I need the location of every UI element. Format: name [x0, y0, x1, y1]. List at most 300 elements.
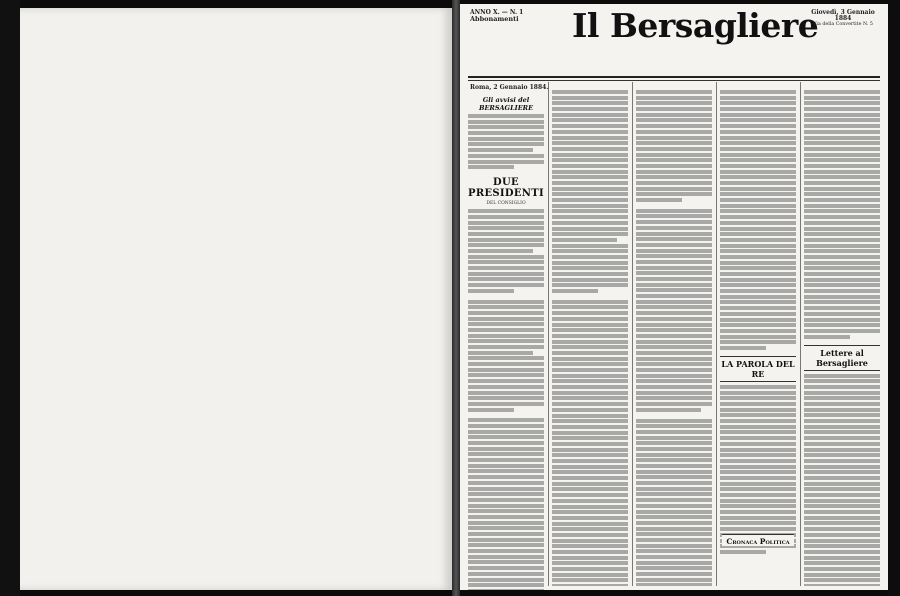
text-line — [720, 187, 796, 191]
text-line — [468, 379, 544, 383]
text-line — [552, 227, 628, 231]
text-line — [636, 470, 712, 474]
text-line — [720, 141, 796, 145]
text-line — [552, 470, 628, 474]
text-line — [636, 538, 712, 542]
article-subheadline: DEL CONSIGLIO — [486, 201, 526, 207]
text-line — [804, 255, 880, 259]
text-line — [636, 226, 712, 230]
text-line — [636, 419, 712, 423]
text-line — [636, 323, 712, 327]
text-line — [468, 487, 544, 491]
text-line — [804, 175, 880, 179]
text-line — [468, 362, 544, 366]
text-line — [720, 329, 796, 333]
issue-date: Giovedì, 3 Gennaio 1884 — [811, 9, 875, 22]
text-line — [552, 118, 628, 122]
text-line — [720, 118, 796, 122]
text-line — [804, 442, 880, 446]
text-line — [552, 573, 628, 577]
text-line — [636, 254, 712, 258]
text-line — [552, 232, 628, 236]
text-line — [636, 481, 712, 485]
text-line — [804, 329, 880, 333]
text-line — [636, 498, 712, 502]
text-line — [468, 272, 544, 276]
text-line — [804, 187, 880, 191]
text-line — [804, 141, 880, 145]
text-line — [636, 391, 712, 395]
text-line — [552, 170, 628, 174]
text-line — [552, 311, 628, 315]
text-line — [804, 101, 880, 105]
text-line — [636, 266, 712, 270]
text-line — [720, 413, 796, 417]
text-line — [636, 175, 712, 179]
masthead-rule-thin — [468, 80, 880, 81]
text-line — [552, 153, 628, 157]
text-line — [804, 561, 880, 565]
text-line — [552, 425, 628, 429]
text-line — [804, 573, 880, 577]
text-line — [636, 544, 712, 548]
text-line — [468, 356, 544, 360]
text-line — [636, 153, 712, 157]
scan-border-left — [0, 0, 20, 596]
column-separator — [548, 82, 549, 586]
text-line — [552, 505, 628, 509]
text-line — [720, 396, 796, 400]
text-line — [468, 492, 544, 496]
text-line — [804, 209, 880, 213]
text-line — [804, 312, 880, 316]
text-line — [720, 101, 796, 105]
text-line — [636, 379, 712, 383]
text-line — [636, 527, 712, 531]
text-line — [552, 357, 628, 361]
text-line — [552, 158, 628, 162]
text-line — [636, 566, 712, 570]
text-line — [552, 561, 628, 565]
text-line — [720, 209, 796, 213]
text-line — [720, 436, 796, 440]
text-line — [468, 391, 544, 395]
text-line — [552, 476, 628, 480]
text-line — [720, 510, 796, 514]
text-line — [468, 402, 544, 406]
text-line — [636, 214, 712, 218]
text-line — [636, 334, 712, 338]
text-line — [636, 572, 712, 576]
text-line — [468, 300, 544, 304]
text-line — [468, 277, 544, 281]
text-line — [804, 181, 880, 185]
text-line — [636, 170, 712, 174]
text-line — [552, 96, 628, 100]
text-line — [720, 249, 796, 253]
column-2-text — [552, 90, 628, 586]
text-line — [636, 510, 712, 514]
text-line — [720, 459, 796, 463]
text-line — [804, 391, 880, 395]
text-line — [552, 448, 628, 452]
text-line — [468, 339, 544, 343]
text-line — [636, 181, 712, 185]
text-line — [804, 419, 880, 423]
text-line — [720, 113, 796, 117]
text-line — [636, 164, 712, 168]
text-line — [636, 113, 712, 117]
text-line — [720, 232, 796, 236]
text-line — [804, 249, 880, 253]
text-line — [720, 215, 796, 219]
masthead — [460, 4, 888, 78]
text-line — [804, 318, 880, 322]
text-line — [552, 453, 628, 457]
text-line — [636, 362, 712, 366]
text-line — [720, 136, 796, 140]
text-line — [468, 583, 544, 587]
text-line — [468, 452, 544, 456]
text-line — [804, 96, 880, 100]
column-1 — [468, 94, 544, 590]
text-line — [552, 181, 628, 185]
text-line — [468, 464, 544, 468]
text-line — [468, 385, 544, 389]
text-line — [552, 272, 628, 276]
text-line — [636, 430, 712, 434]
text-line — [804, 527, 880, 531]
text-line — [720, 289, 796, 293]
text-line — [636, 458, 712, 462]
text-line — [552, 187, 628, 191]
text-line — [552, 550, 628, 554]
text-line — [804, 118, 880, 122]
text-line — [804, 539, 880, 543]
text-line — [636, 578, 712, 582]
text-line — [552, 516, 628, 520]
text-line — [804, 550, 880, 554]
text-line — [804, 170, 880, 174]
text-line — [468, 249, 533, 253]
text-line — [720, 493, 796, 497]
text-line — [720, 283, 796, 287]
text-line — [804, 584, 880, 586]
text-line — [636, 209, 712, 213]
text-line — [804, 300, 880, 304]
text-line — [720, 419, 796, 423]
text-line — [468, 396, 544, 400]
masthead-rule — [468, 76, 880, 78]
text-line — [552, 204, 628, 208]
text-line — [720, 499, 796, 503]
text-line — [552, 124, 628, 128]
text-line — [720, 96, 796, 100]
text-line — [720, 425, 796, 429]
text-line — [552, 436, 628, 440]
text-line — [804, 544, 880, 548]
text-line — [468, 441, 544, 445]
text-line — [804, 113, 880, 117]
column-2 — [552, 90, 628, 586]
text-line — [552, 402, 628, 406]
text-line — [636, 328, 712, 332]
scan-border-right — [888, 0, 900, 596]
text-line — [720, 175, 796, 179]
text-line — [720, 198, 796, 202]
text-line — [468, 131, 544, 135]
text-line — [720, 318, 796, 322]
text-line — [552, 567, 628, 571]
text-line — [468, 498, 544, 502]
text-line — [636, 271, 712, 275]
text-line — [468, 373, 544, 377]
text-line — [636, 243, 712, 247]
text-line — [468, 447, 544, 451]
text-line — [636, 107, 712, 111]
text-line — [720, 272, 796, 276]
text-line — [552, 544, 628, 548]
dateline: Roma, 2 Gennaio 1884. — [470, 84, 549, 91]
text-line — [804, 430, 880, 434]
text-line — [804, 521, 880, 525]
text-line — [636, 374, 712, 378]
text-line — [636, 492, 712, 496]
text-line — [468, 589, 544, 590]
text-line — [552, 340, 628, 344]
text-line — [636, 357, 712, 361]
column-3 — [636, 90, 712, 586]
text-line — [720, 238, 796, 242]
text-line — [468, 475, 544, 479]
text-line — [636, 294, 712, 298]
text-line — [468, 458, 544, 462]
text-line — [468, 305, 544, 309]
column-4 — [720, 90, 796, 586]
text-line — [636, 317, 712, 321]
text-line — [720, 470, 796, 474]
text-line — [720, 482, 796, 486]
text-line — [636, 515, 712, 519]
text-line — [636, 232, 712, 236]
text-line — [636, 441, 712, 445]
newspaper-page — [460, 4, 888, 590]
text-line — [468, 578, 544, 582]
text-line — [468, 226, 544, 230]
masthead-left-info — [470, 10, 570, 22]
text-line — [468, 469, 544, 473]
cronaca-politica-heading: Cronaca Politica — [722, 534, 794, 546]
text-line — [720, 391, 796, 395]
text-line — [636, 561, 712, 565]
text-line — [720, 312, 796, 316]
text-line — [468, 160, 544, 164]
text-line — [552, 209, 628, 213]
text-line — [720, 465, 796, 469]
text-line — [552, 147, 628, 151]
text-line — [804, 221, 880, 225]
text-line — [636, 532, 712, 536]
text-line — [552, 533, 628, 537]
column-separator — [632, 82, 633, 586]
text-line — [468, 424, 544, 428]
publisher-address: Via della Convertite N. 5 — [813, 22, 873, 27]
text-line — [468, 408, 514, 412]
text-line — [468, 165, 514, 169]
text-line — [636, 583, 712, 586]
text-line — [720, 300, 796, 304]
text-line — [468, 255, 544, 259]
text-line — [804, 402, 880, 406]
text-line — [720, 192, 796, 196]
issue-number: ANNO X. — N. 1 — [470, 9, 524, 16]
text-line — [804, 238, 880, 242]
text-line — [720, 550, 766, 554]
text-line — [636, 147, 712, 151]
text-line — [804, 476, 880, 480]
text-line — [468, 154, 544, 158]
text-line — [720, 323, 796, 327]
text-line — [552, 317, 628, 321]
text-line — [468, 266, 544, 270]
text-line — [720, 181, 796, 185]
text-line — [468, 549, 544, 553]
text-line — [720, 295, 796, 299]
text-line — [804, 385, 880, 389]
column-5-text — [804, 90, 880, 586]
text-line — [468, 322, 544, 326]
text-line — [804, 567, 880, 571]
text-line — [804, 493, 880, 497]
text-line — [468, 215, 544, 219]
text-line — [804, 227, 880, 231]
text-line — [468, 538, 544, 542]
text-line — [552, 522, 628, 526]
text-line — [552, 493, 628, 497]
text-line — [720, 244, 796, 248]
text-line — [552, 431, 628, 435]
text-line — [636, 249, 712, 253]
text-line — [804, 164, 880, 168]
text-line — [468, 238, 544, 242]
text-line — [720, 453, 796, 457]
text-line — [468, 328, 544, 332]
text-line — [804, 533, 880, 537]
text-line — [636, 453, 712, 457]
text-line — [804, 158, 880, 162]
text-line — [804, 482, 880, 486]
text-line — [552, 300, 628, 304]
text-line — [468, 509, 544, 513]
text-line — [720, 476, 796, 480]
text-line — [552, 323, 628, 327]
text-line — [636, 408, 701, 412]
text-line — [636, 187, 712, 191]
text-line — [804, 295, 880, 299]
text-line — [636, 345, 712, 349]
text-line — [468, 515, 544, 519]
text-line — [468, 142, 544, 146]
text-line — [468, 560, 544, 564]
text-line — [468, 209, 544, 213]
text-line — [552, 408, 628, 412]
text-line — [636, 504, 712, 508]
text-line — [720, 402, 796, 406]
text-line — [720, 487, 796, 491]
text-line — [804, 448, 880, 452]
text-line — [468, 526, 544, 530]
text-line — [552, 374, 628, 378]
text-line — [804, 487, 880, 491]
text-line — [720, 221, 796, 225]
text-line — [468, 137, 544, 141]
text-line — [636, 436, 712, 440]
text-line — [720, 340, 796, 344]
text-line — [636, 475, 712, 479]
text-line — [636, 90, 712, 94]
text-line — [468, 368, 544, 372]
text-line — [720, 266, 796, 270]
text-line — [636, 305, 712, 309]
text-line — [804, 278, 880, 282]
text-line — [552, 527, 628, 531]
text-line — [720, 385, 796, 389]
text-line — [552, 255, 628, 259]
text-line — [720, 255, 796, 259]
text-line — [636, 192, 712, 196]
text-line — [468, 418, 544, 422]
text-line — [552, 244, 628, 248]
text-line — [720, 335, 796, 339]
text-line — [804, 289, 880, 293]
text-line — [720, 521, 796, 525]
blank-left-page — [20, 8, 452, 590]
text-line — [720, 107, 796, 111]
text-line — [636, 424, 712, 428]
column-separator — [800, 82, 801, 586]
text-line — [804, 374, 880, 378]
text-line — [552, 130, 628, 134]
text-line — [552, 289, 598, 293]
text-line — [804, 198, 880, 202]
book-gutter — [452, 0, 460, 596]
text-line — [552, 266, 628, 270]
text-line — [804, 499, 880, 503]
text-line — [552, 442, 628, 446]
text-line — [720, 278, 796, 282]
text-line — [804, 413, 880, 417]
text-line — [636, 130, 712, 134]
text-line — [804, 459, 880, 463]
text-line — [552, 113, 628, 117]
text-line — [468, 345, 544, 349]
column-1-heading: Gli avvisi del BERSAGLIERE — [478, 96, 534, 112]
text-line — [636, 402, 712, 406]
subscriptions-label: Abbonamenti — [470, 15, 519, 23]
text-line — [720, 527, 796, 531]
text-line — [468, 351, 533, 355]
text-line — [804, 306, 880, 310]
text-line — [552, 249, 628, 253]
text-line — [720, 442, 796, 446]
text-line — [720, 306, 796, 310]
text-line — [804, 90, 880, 94]
text-line — [636, 311, 712, 315]
text-line — [636, 237, 712, 241]
text-line — [552, 396, 628, 400]
text-line — [804, 130, 880, 134]
text-line — [552, 90, 628, 94]
